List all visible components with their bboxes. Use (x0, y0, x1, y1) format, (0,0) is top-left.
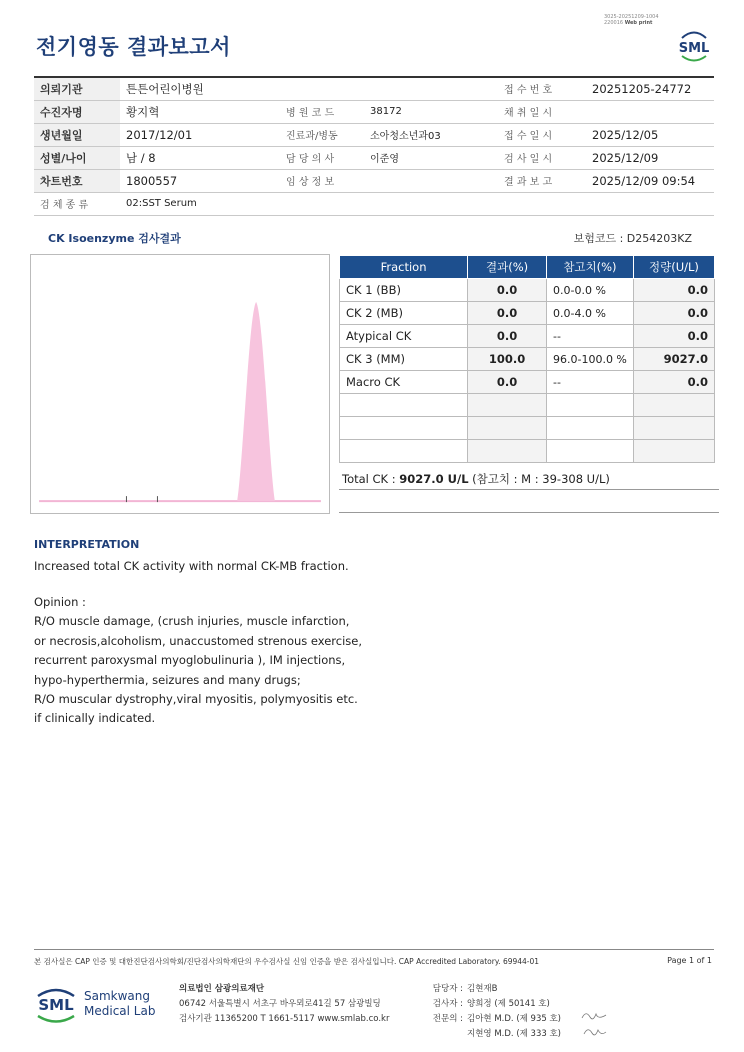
section-title: CK Isoenzyme 검사결과 (48, 232, 181, 245)
header-reference: 참고치(%) (546, 256, 633, 279)
header-quantity: 정량(U/L) (633, 256, 714, 279)
staff-value: 지현영 M.D. (제 333 호) (467, 1029, 562, 1039)
footer-divider (34, 949, 714, 950)
opinion-line: if clinically indicated. (34, 711, 156, 726)
header-fraction: Fraction (340, 256, 468, 279)
logo-text: SML (678, 41, 710, 56)
table-row (340, 302, 715, 325)
interpretation-text: Increased total CK activity with normal CK-MB fraction. (34, 559, 349, 573)
staff-value: 김아현 M.D. (제 935 호) (467, 1014, 562, 1024)
label-receipt-number: 접 수 번 호 (498, 77, 586, 100)
label-sex-age: 성별/나이 (34, 146, 120, 169)
label-empty (280, 77, 364, 100)
value-receipt-number: 20251205-24772 (586, 77, 714, 100)
logo-text: SML (38, 996, 74, 1014)
table-row (340, 348, 715, 371)
empty-row (340, 440, 715, 463)
staff-label: 전문의 : (432, 1014, 463, 1024)
label-test-date: 검 사 일 시 (498, 146, 586, 169)
cell-result: 100.0 (468, 348, 547, 371)
total-ck-label: Total CK : (342, 472, 400, 486)
samkwang-logo-icon (36, 980, 186, 1028)
cell-result: 0.0 (468, 325, 547, 348)
sml-logo-icon (674, 25, 714, 65)
cell-reference: 0.0-0.0 % (546, 279, 633, 302)
value-clinical-info (364, 169, 498, 192)
label-doctor: 담 당 의 사 (280, 146, 364, 169)
chart-peak-mm (237, 302, 275, 501)
label-hospital-code: 병 원 코 드 (280, 100, 364, 123)
opinion-line: R/O muscular dystrophy,viral myositis, polymyositis etc. (34, 692, 358, 707)
cell-reference: -- (546, 325, 633, 348)
opinion-line: hypo-hyperthermia, seizures and many drugs; (34, 672, 301, 687)
cell-quantity: 0.0 (633, 325, 714, 348)
cell-reference: 0.0-4.0 % (546, 302, 633, 325)
cell-quantity: 0.0 (633, 371, 714, 394)
staff-value: 양희정 (제 50141 호) (467, 999, 550, 1009)
opinion-line: Opinion : (34, 595, 86, 609)
org-address: 06742 서울특별시 서초구 바우뫼로41길 57 삼광빌딩 (179, 999, 381, 1009)
print-mode: Web print (624, 20, 653, 26)
info-row (34, 192, 714, 215)
value-chart-number: 1800557 (120, 169, 280, 192)
table-row (340, 325, 715, 348)
value-sex-age: 남 / 8 (120, 146, 280, 169)
label-clinical-info: 임 상 정 보 (280, 169, 364, 192)
cell-fraction: CK 1 (BB) (340, 279, 468, 302)
opinion-block (34, 593, 362, 729)
staff-info (427, 982, 561, 1042)
page-title: 전기영동 결과보고서 (36, 35, 231, 59)
info-row (34, 100, 714, 123)
divider (339, 512, 719, 513)
header-result: 결과(%) (468, 256, 547, 279)
staff-value: 김현재B (467, 984, 498, 994)
print-tag (604, 14, 659, 26)
divider (339, 489, 719, 490)
patient-info-table (34, 76, 714, 216)
value-collection-date (586, 100, 714, 123)
staff-label: 검사자 : (432, 999, 463, 1009)
label-specimen: 검 체 종 류 (34, 192, 120, 215)
footer-note: 본 검사실은 CAP 인증 및 대한진단검사의학회/진단검사의학재단의 우수검사실 신임 인증을 받은 검사실입니다. CAP Accredited Laboratory. 69944-01 (34, 957, 540, 966)
cell-fraction: CK 3 (MM) (340, 348, 468, 371)
total-ck (342, 471, 610, 487)
opinion-line: or necrosis,alcoholism, unaccustomed strenous exercise, (34, 633, 363, 648)
cell-quantity: 0.0 (633, 302, 714, 325)
table-row (340, 279, 715, 302)
value-empty (364, 77, 498, 100)
cell-quantity: 9027.0 (633, 348, 714, 371)
cell-fraction: Atypical CK (340, 325, 468, 348)
value-result-report: 2025/12/09 09:54 (586, 169, 714, 192)
org-name: 의료법인 삼광의료재단 (179, 984, 265, 994)
opinion-line: R/O muscle damage, (crush injuries, muscle infarction, (34, 614, 350, 629)
info-row (34, 77, 714, 100)
value-specimen: 02:SST Serum (120, 192, 714, 215)
info-row (34, 146, 714, 169)
label-chart-number: 차트번호 (34, 169, 120, 192)
print-id: 3025-20251209-1004 (604, 14, 659, 20)
empty-row (340, 417, 715, 440)
value-test-date: 2025/12/09 (586, 146, 714, 169)
label-requesting-org: 의뢰기관 (34, 77, 120, 100)
info-row (34, 123, 714, 146)
label-collection-date: 채 취 일 시 (498, 100, 586, 123)
cell-fraction: CK 2 (MB) (340, 302, 468, 325)
print-code: 220016 (604, 20, 624, 26)
opinion-line: recurrent paroxysmal myoglobulinuria ), IM injections, (34, 653, 346, 668)
label-birth-date: 생년월일 (34, 123, 120, 146)
cell-quantity: 0.0 (633, 279, 714, 302)
logo-name-line2: Medical Lab (84, 1004, 156, 1018)
page-number: Page 1 of 1 (667, 956, 712, 965)
staff-label (427, 1027, 467, 1042)
electrophoresis-chart (30, 254, 330, 514)
label-receipt-date: 접 수 일 시 (498, 123, 586, 146)
label-patient-name: 수진자명 (34, 100, 120, 123)
org-info (179, 982, 389, 1027)
value-receipt-date: 2025/12/05 (586, 123, 714, 146)
value-requesting-org: 튼튼어린이병원 (120, 77, 280, 100)
value-department: 소아청소년과03 (364, 123, 498, 146)
cell-reference: -- (546, 371, 633, 394)
cell-fraction: Macro CK (340, 371, 468, 394)
value-hospital-code: 38172 (364, 100, 498, 123)
value-doctor: 이준영 (364, 146, 498, 169)
info-row (34, 169, 714, 192)
value-birth-date: 2017/12/01 (120, 123, 280, 146)
logo-name-line1: Samkwang (84, 989, 150, 1003)
label-department: 진료과/병동 (280, 123, 364, 146)
org-contact: 검사기관 11365200 T 1661-5117 www.smlab.co.kr (179, 1014, 390, 1024)
cell-result: 0.0 (468, 279, 547, 302)
empty-row (340, 394, 715, 417)
cell-result: 0.0 (468, 302, 547, 325)
total-ck-value: 9027.0 U/L (399, 472, 469, 486)
results-table (339, 255, 715, 463)
results-header-row (340, 256, 715, 279)
signature-icon (580, 1008, 610, 1040)
staff-label: 담당자 : (432, 984, 463, 994)
cell-reference: 96.0-100.0 % (546, 348, 633, 371)
label-result-report: 결 과 보 고 (498, 169, 586, 192)
cell-result: 0.0 (468, 371, 547, 394)
value-patient-name: 황지혁 (120, 100, 280, 123)
table-row (340, 371, 715, 394)
insurance-code: 보험코드 : D254203KZ (573, 232, 692, 245)
interpretation-title: INTERPRETATION (34, 538, 140, 551)
total-ck-reference: (참고치 : M : 39-308 U/L) (468, 472, 610, 486)
